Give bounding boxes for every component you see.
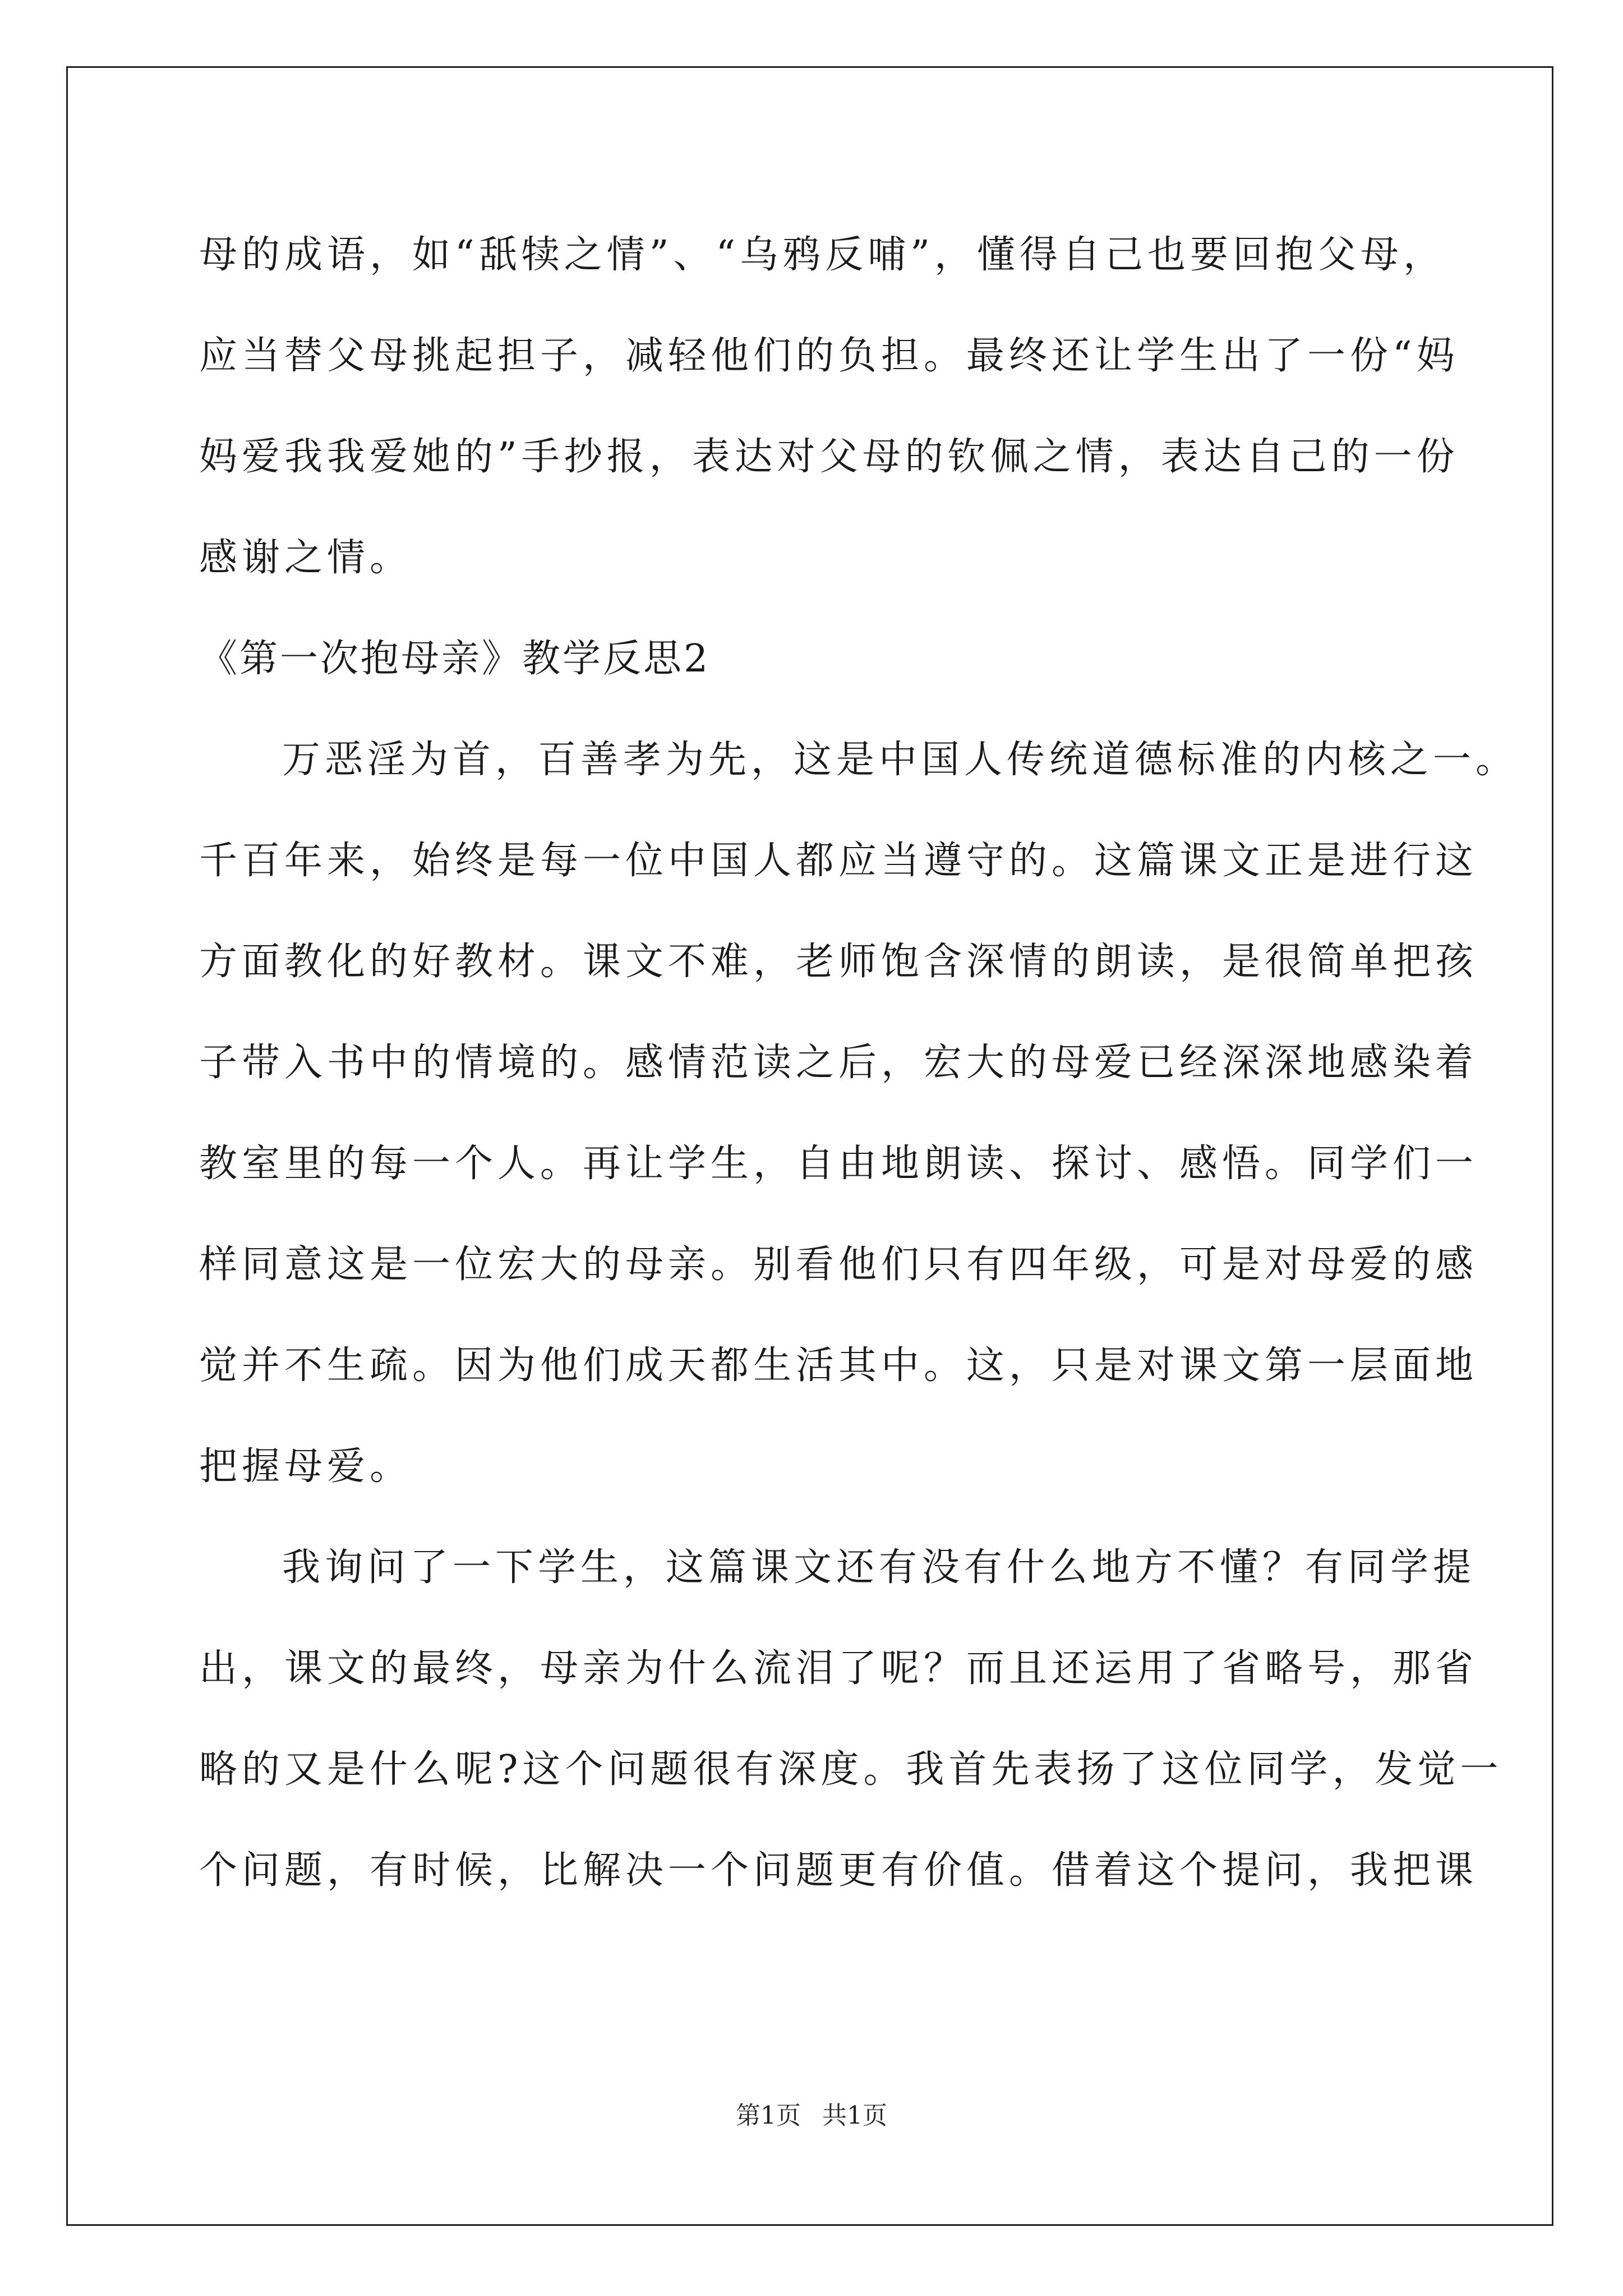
paragraph-line: 千百年来，始终是每一位中国人都应当遵守的。这篇课文正是进行这 [199,839,1478,883]
paragraph-line: 妈爱我我爱她的”手抄报，表达对父母的钦佩之情，表达自己的一份 [199,435,1459,479]
page-number-current: 第1页 [736,2101,801,2130]
paragraph-line: 样同意这是一位宏大的母亲。别看他们只有四年级，可是对母爱的感 [199,1243,1478,1287]
paragraph-line: 把握母爱。 [199,1444,413,1489]
paragraph-line: 出，课文的最终，母亲为什么流泪了呢？而且还运用了省略号，那省 [199,1646,1478,1691]
paragraph-line: 感谢之情。 [199,536,413,580]
paragraph-line: 母的成语，如“舐犊之情”、“乌鸦反哺”，懂得自己也要回抱父母， [199,233,1446,277]
paragraph-line: 万恶淫为首，百善孝为先，这是中国人传统道德标准的内核之一。 [282,738,1519,782]
paragraph-line: 教室里的每一个人。再让学生，自由地朗读、探讨、感悟。同学们一 [199,1142,1478,1186]
section-heading: 《第一次抱母亲》教学反思2 [199,637,711,681]
paragraph-line: 觉并不生疏。因为他们成天都生活其中。这，只是对课文第一层面地 [199,1343,1478,1388]
paragraph-line: 个问题，有时候，比解决一个问题更有价值。借着这个提问，我把课 [199,1848,1478,1893]
paragraph-line: 子带入书中的情境的。感情范读之后，宏大的母爱已经深深地感染着 [199,1041,1478,1085]
page-footer [0,2095,1623,2131]
paragraph-line: 应当替父母挑起担子，减轻他们的负担。最终还让学生出了一份“妈 [199,334,1459,378]
document-body [199,205,1519,1921]
page-number-total: 共1页 [822,2101,887,2130]
paragraph-line: 我询问了一下学生，这篇课文还有没有什么地方不懂？有同学提 [282,1545,1476,1590]
paragraph-line: 略的又是什么呢?这个问题很有深度。我首先表扬了这位同学，发觉一 [199,1747,1503,1792]
paragraph-line: 方面教化的好教材。课文不难，老师饱含深情的朗读，是很简单把孩 [199,940,1478,984]
